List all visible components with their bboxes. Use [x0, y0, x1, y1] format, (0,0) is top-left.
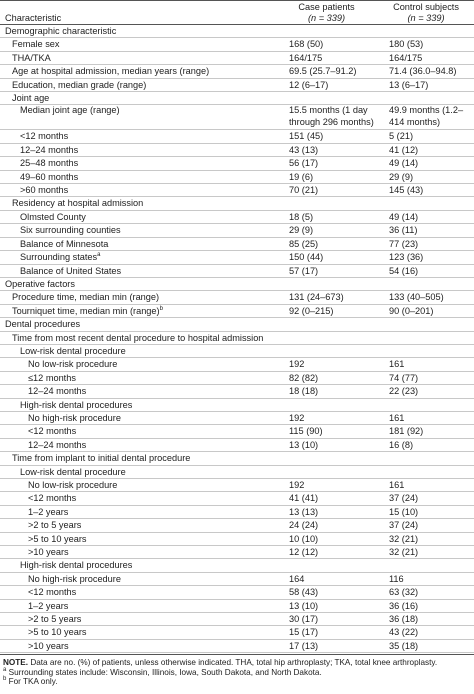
- control-value: 37 (24): [389, 493, 419, 504]
- row-label: THA/TKA: [12, 52, 51, 63]
- row-label-cell: [0, 626, 275, 639]
- footnote-marker: a: [97, 252, 101, 259]
- case-value: 43 (13): [289, 144, 319, 155]
- row-label: >2 to 5 years: [28, 520, 82, 531]
- control-value: 41 (12): [389, 144, 419, 155]
- table-row: [0, 291, 474, 304]
- control-value: 35 (18): [389, 640, 419, 651]
- table-row: [0, 385, 474, 398]
- table-row: [0, 479, 474, 492]
- row-label-cell: [0, 92, 275, 105]
- case-value: 57 (17): [289, 265, 319, 276]
- row-label: >10 years: [28, 547, 69, 558]
- control-value: 116: [389, 573, 404, 584]
- control-value: 16 (8): [389, 439, 414, 450]
- row-label: <12 months: [28, 426, 77, 437]
- table-row: [0, 105, 474, 130]
- row-label-cell: [0, 143, 275, 156]
- row-label-cell: [0, 78, 275, 91]
- table-body: [0, 25, 474, 653]
- table-row: [0, 224, 474, 237]
- case-value: [275, 92, 378, 105]
- row-label: Dental procedures: [5, 319, 81, 330]
- table-row: [0, 639, 474, 652]
- row-label: Surrounding states: [20, 252, 98, 263]
- control-value: 90 (0–201): [389, 305, 434, 316]
- control-value: 49 (14): [389, 158, 419, 169]
- control-value: 32 (21): [389, 533, 419, 544]
- row-label-cell: [0, 505, 275, 518]
- case-value: 13 (10): [289, 600, 319, 611]
- table-header: [0, 1, 474, 25]
- case-value: 192: [289, 412, 305, 423]
- header-control-n: (n = 339): [407, 12, 445, 23]
- footnote-b: [3, 677, 472, 687]
- case-value: 56 (17): [289, 158, 319, 169]
- control-value: 71.4 (36.0–94.8): [389, 66, 457, 77]
- row-label-cell: [0, 398, 275, 411]
- case-value: 41 (41): [289, 493, 319, 504]
- control-value: 37 (24): [389, 520, 419, 531]
- table-row: [0, 143, 474, 156]
- table-row: [0, 492, 474, 505]
- row-label-cell: [0, 586, 275, 599]
- row-label: Balance of Minnesota: [20, 238, 109, 249]
- row-label: 49–60 months: [20, 171, 79, 182]
- row-label-cell: [0, 105, 275, 130]
- row-label: Median joint age (range): [20, 105, 120, 116]
- row-label: High-risk dental procedures: [20, 399, 133, 410]
- row-label: >5 to 10 years: [28, 533, 87, 544]
- control-value: 161: [389, 412, 405, 423]
- case-value: 92 (0–215): [289, 305, 334, 316]
- case-value: 30 (17): [289, 614, 319, 625]
- control-value: [378, 318, 474, 331]
- control-value: 63 (32): [389, 587, 419, 598]
- control-value: 54 (16): [389, 265, 419, 276]
- case-value: [275, 25, 378, 38]
- row-label: Balance of United States: [20, 265, 122, 276]
- row-label-cell: [0, 130, 275, 143]
- row-label-cell: [0, 519, 275, 532]
- control-value: 49 (14): [389, 211, 419, 222]
- row-label: Age at hospital admission, median years (range): [12, 66, 210, 77]
- case-value: 18 (5): [289, 211, 314, 222]
- table-row: [0, 599, 474, 612]
- footnote-marker: b: [159, 305, 163, 312]
- control-value: 145 (43): [389, 185, 424, 196]
- row-label-cell: [0, 331, 275, 344]
- row-label-cell: [0, 613, 275, 626]
- row-label: 12–24 months: [28, 386, 87, 397]
- table-row: [0, 613, 474, 626]
- control-value: 13 (6–17): [389, 79, 429, 90]
- note-label: NOTE.: [3, 658, 29, 668]
- control-value: 36 (18): [389, 614, 419, 625]
- row-label-cell: [0, 277, 275, 290]
- table-row: [0, 51, 474, 64]
- control-value: [378, 344, 474, 357]
- row-label-cell: [0, 318, 275, 331]
- row-label-cell: [0, 184, 275, 197]
- row-label-cell: [0, 546, 275, 559]
- case-value: [275, 452, 378, 465]
- row-label-cell: [0, 572, 275, 585]
- control-value: [378, 398, 474, 411]
- row-label-cell: [0, 237, 275, 250]
- table-row: [0, 197, 474, 210]
- case-value: 13 (10): [289, 439, 319, 450]
- control-value: 181 (92): [389, 426, 424, 437]
- footnote-a: [3, 668, 472, 678]
- row-label: 12–24 months: [28, 439, 87, 450]
- table-row: [0, 572, 474, 585]
- row-label: <12 months: [28, 493, 77, 504]
- table-row: [0, 251, 474, 264]
- row-label-cell: [0, 344, 275, 357]
- row-label-cell: [0, 438, 275, 451]
- row-label: No high-risk procedure: [28, 412, 121, 423]
- footnote-a-mark: a: [3, 666, 7, 673]
- header-case-n: (n = 339): [307, 12, 346, 23]
- table-row: [0, 559, 474, 572]
- row-label-cell: [0, 465, 275, 478]
- case-value: 18 (18): [289, 386, 319, 397]
- row-label: Time from most recent dental procedure to hospital admission: [12, 332, 264, 343]
- row-label-cell: [0, 492, 275, 505]
- control-value: [378, 25, 474, 38]
- table-row: [0, 398, 474, 411]
- table-row: [0, 38, 474, 51]
- case-value: 17 (13): [289, 640, 319, 651]
- row-label-cell: [0, 532, 275, 545]
- table-row: [0, 358, 474, 371]
- control-value: [378, 452, 474, 465]
- case-value: 82 (82): [289, 372, 319, 383]
- header-case-title: Case patients: [298, 2, 355, 12]
- control-value: 49.9 months (1.2–414 months): [389, 105, 464, 128]
- table-row: [0, 237, 474, 250]
- case-value: 115 (90): [289, 426, 323, 437]
- table-row: [0, 157, 474, 170]
- header-characteristic: Characteristic: [5, 12, 62, 23]
- table-notes: [0, 654, 474, 687]
- header-control-title: Control subjects: [393, 2, 459, 12]
- row-label-cell: [0, 210, 275, 223]
- row-label-cell: [0, 51, 275, 64]
- header-case-patients: [275, 1, 378, 25]
- row-label: <12 months: [20, 131, 69, 142]
- row-label: Olmsted County: [20, 211, 86, 222]
- table-row: [0, 184, 474, 197]
- case-value: [275, 559, 378, 572]
- row-label: No low-risk procedure: [28, 359, 118, 370]
- row-label: >10 years: [28, 640, 69, 651]
- control-value: 5 (21): [389, 131, 414, 142]
- row-label: >5 to 10 years: [28, 627, 87, 638]
- note-text: Data are no. (%) of patients, unless otherwise indicated. THA, total hip arthroplasty; TKA, total knee arthroplasty.: [30, 658, 438, 668]
- row-label-cell: [0, 264, 275, 277]
- row-label-cell: [0, 358, 275, 371]
- row-label-cell: [0, 224, 275, 237]
- control-value: 43 (22): [389, 627, 419, 638]
- case-value: 70 (21): [289, 185, 319, 196]
- control-value: [378, 331, 474, 344]
- table-row: [0, 277, 474, 290]
- control-value: 161: [389, 359, 405, 370]
- row-label: 1–2 years: [28, 506, 69, 517]
- case-value: [275, 277, 378, 290]
- row-label: Six surrounding counties: [20, 225, 121, 236]
- control-value: [378, 92, 474, 105]
- case-value: [275, 197, 378, 210]
- table-row: [0, 411, 474, 424]
- row-label: Operative factors: [5, 278, 75, 289]
- table-row: [0, 438, 474, 451]
- table-row: [0, 264, 474, 277]
- row-label-cell: [0, 65, 275, 78]
- case-value: [275, 318, 378, 331]
- control-value: 36 (11): [389, 225, 418, 236]
- case-value: 13 (13): [289, 506, 319, 517]
- table-row: [0, 210, 474, 223]
- case-value: 150 (44): [289, 252, 324, 263]
- control-value: [378, 559, 474, 572]
- row-label: ≤12 months: [28, 372, 76, 383]
- row-label: Female sex: [12, 39, 60, 50]
- case-value: 12 (12): [289, 547, 319, 558]
- row-label: Joint age: [12, 93, 50, 104]
- row-label-cell: [0, 38, 275, 51]
- case-value: 192: [289, 359, 305, 370]
- footnote-a-text: Surrounding states include: Wisconsin, Illinois, Iowa, South Dakota, and North Dakota.: [8, 667, 322, 677]
- case-value: 24 (24): [289, 520, 319, 531]
- row-label-cell: [0, 479, 275, 492]
- control-value: 15 (10): [389, 506, 419, 517]
- table-row: [0, 505, 474, 518]
- control-value: 32 (21): [389, 547, 419, 558]
- row-label-cell: [0, 157, 275, 170]
- table-row: [0, 304, 474, 317]
- row-label-cell: [0, 25, 275, 38]
- table-row: [0, 92, 474, 105]
- table-row: [0, 519, 474, 532]
- case-value: 168 (50): [289, 39, 324, 50]
- row-label: 12–24 months: [20, 144, 79, 155]
- case-value: 58 (43): [289, 587, 319, 598]
- row-label: >2 to 5 years: [28, 614, 82, 625]
- row-label: Demographic characteristic: [5, 26, 117, 36]
- row-label-cell: [0, 452, 275, 465]
- row-label-cell: [0, 425, 275, 438]
- case-value: 164/175: [289, 52, 323, 63]
- row-label: Tourniquet time, median min (range): [12, 305, 160, 316]
- row-label-cell: [0, 304, 275, 317]
- table-row: [0, 465, 474, 478]
- control-value: 161: [389, 480, 405, 490]
- case-value: [275, 398, 378, 411]
- row-label: No low-risk procedure: [28, 480, 118, 490]
- note-line: [3, 658, 472, 668]
- control-value: [378, 277, 474, 290]
- case-value: [275, 331, 378, 344]
- row-label-cell: [0, 170, 275, 183]
- header-control-subjects: [378, 1, 474, 25]
- row-label: >60 months: [20, 185, 69, 196]
- table-row: [0, 318, 474, 331]
- footnote-b-text: For TKA only.: [8, 677, 58, 687]
- control-value: 180 (53): [389, 39, 424, 50]
- row-label: 25–48 months: [20, 158, 79, 169]
- table-row: [0, 170, 474, 183]
- case-value: [275, 465, 378, 478]
- case-value: [275, 344, 378, 357]
- row-label-cell: [0, 559, 275, 572]
- row-label: Residency at hospital admission: [12, 198, 144, 209]
- control-value: [378, 465, 474, 478]
- control-value: 123 (36): [389, 252, 424, 263]
- case-value: 15.5 months (1 day through 296 months): [289, 105, 374, 128]
- table-row: [0, 25, 474, 38]
- row-label: <12 months: [28, 587, 77, 598]
- table-row: [0, 546, 474, 559]
- case-value: 10 (10): [289, 533, 319, 544]
- table-row: [0, 331, 474, 344]
- row-label: Education, median grade (range): [12, 79, 147, 90]
- table-row: [0, 425, 474, 438]
- control-value: 36 (16): [389, 600, 419, 611]
- table-row: [0, 130, 474, 143]
- case-value: 192: [289, 480, 305, 490]
- row-label-cell: [0, 639, 275, 652]
- case-value: 19 (6): [289, 171, 314, 182]
- row-label-cell: [0, 385, 275, 398]
- case-value: 164: [289, 573, 305, 584]
- case-value: 151 (45): [289, 131, 324, 142]
- row-label-cell: [0, 371, 275, 384]
- case-value: 15 (17): [289, 627, 319, 638]
- case-value: 131 (24–673): [289, 292, 344, 303]
- row-label-cell: [0, 291, 275, 304]
- case-value: 12 (6–17): [289, 79, 329, 90]
- table-row: [0, 65, 474, 78]
- control-value: 74 (77): [389, 372, 419, 383]
- row-label: Low-risk dental procedure: [20, 466, 126, 477]
- control-value: 22 (23): [389, 386, 419, 397]
- control-value: 133 (40–505): [389, 292, 444, 303]
- table-row: [0, 344, 474, 357]
- table-row: [0, 371, 474, 384]
- table-row: [0, 452, 474, 465]
- row-label-cell: [0, 197, 275, 210]
- row-label: No high-risk procedure: [28, 573, 121, 584]
- table-row: [0, 532, 474, 545]
- row-label: High-risk dental procedures: [20, 560, 133, 571]
- case-value: 85 (25): [289, 238, 319, 249]
- row-label-cell: [0, 411, 275, 424]
- row-label-cell: [0, 599, 275, 612]
- table-row: [0, 586, 474, 599]
- case-value: 29 (9): [289, 225, 314, 236]
- row-label: Low-risk dental procedure: [20, 345, 126, 356]
- control-value: 164/175: [389, 52, 423, 63]
- row-label: Time from implant to initial dental procedure: [12, 453, 191, 464]
- table-row: [0, 78, 474, 91]
- control-value: 77 (23): [389, 238, 419, 249]
- row-label: Procedure time, median min (range): [12, 292, 160, 303]
- table-row: [0, 626, 474, 639]
- row-label: 1–2 years: [28, 600, 69, 611]
- control-value: 29 (9): [389, 171, 414, 182]
- row-label-cell: [0, 251, 275, 264]
- case-value: 69.5 (25.7–91.2): [289, 66, 357, 77]
- footnote-b-mark: b: [3, 676, 7, 683]
- control-value: [378, 197, 474, 210]
